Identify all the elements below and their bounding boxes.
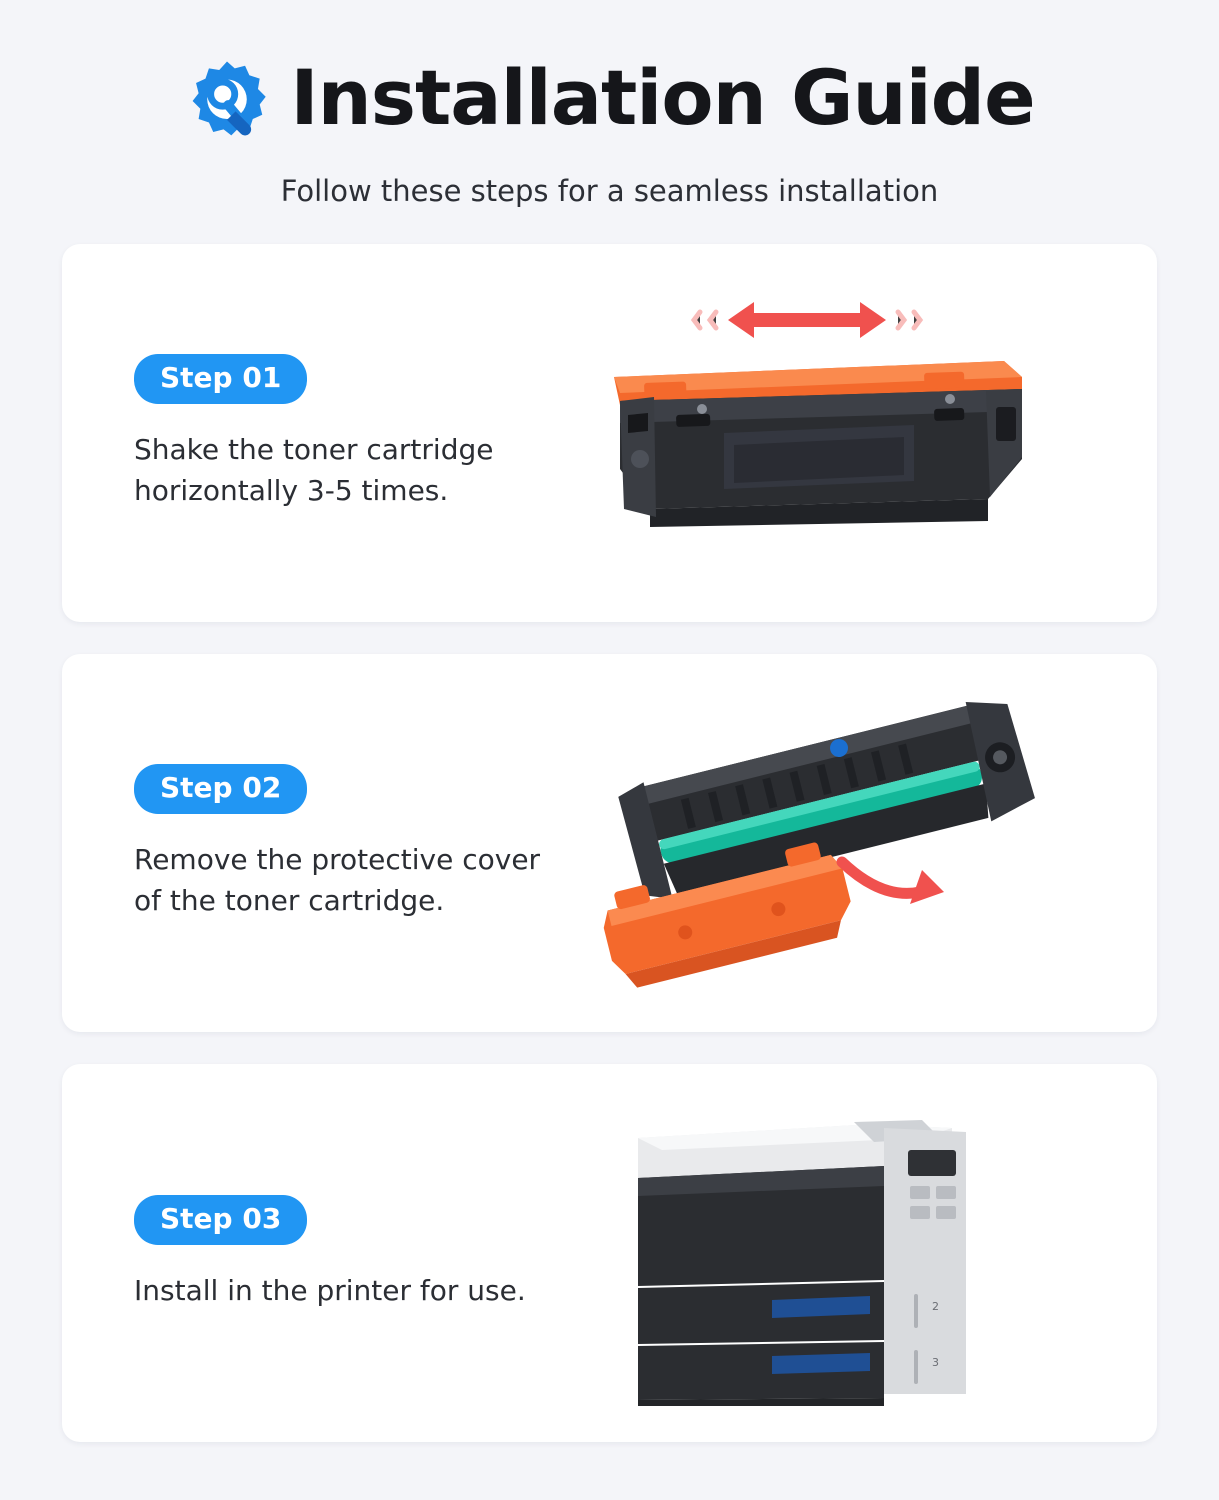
step-card-1 (62, 244, 1157, 622)
page-header (0, 0, 1219, 208)
step-1-description: Shake the toner cartridge horizontally 3-5 times. (134, 433, 494, 507)
step-3-text-block (62, 1195, 562, 1312)
toner-cartridge-cover-image (592, 682, 1052, 982)
remove-cover-arrow-icon (842, 862, 944, 904)
step-3-description: Install in the printer for use. (134, 1273, 526, 1307)
step-3-figure (562, 1064, 1157, 1442)
step-1-badge: Step 01 (134, 354, 307, 404)
printer-image (622, 1094, 1002, 1414)
step-2-text-block (62, 764, 562, 921)
svg-text:2: 2 (932, 1300, 939, 1313)
step-card-2 (62, 654, 1157, 1032)
page-title: Installation Guide (290, 53, 1035, 142)
step-3-badge: Step 03 (134, 1195, 307, 1245)
steps-list (0, 244, 1219, 1442)
svg-text:3: 3 (932, 1356, 939, 1369)
toner-cartridge-image (584, 349, 1034, 539)
step-2-badge: Step 02 (134, 764, 307, 814)
step-card-3 (62, 1064, 1157, 1442)
step-2-description: Remove the protective cover of the toner cartridge. (134, 843, 541, 917)
step-1-text-block (62, 354, 562, 511)
step-1-figure (562, 244, 1157, 622)
title-row (0, 52, 1219, 144)
step-2-figure (562, 654, 1157, 1032)
gear-wrench-icon (184, 58, 270, 144)
page-subtitle: Follow these steps for a seamless installation (280, 174, 939, 208)
horizontal-shake-arrow-icon (692, 292, 922, 348)
